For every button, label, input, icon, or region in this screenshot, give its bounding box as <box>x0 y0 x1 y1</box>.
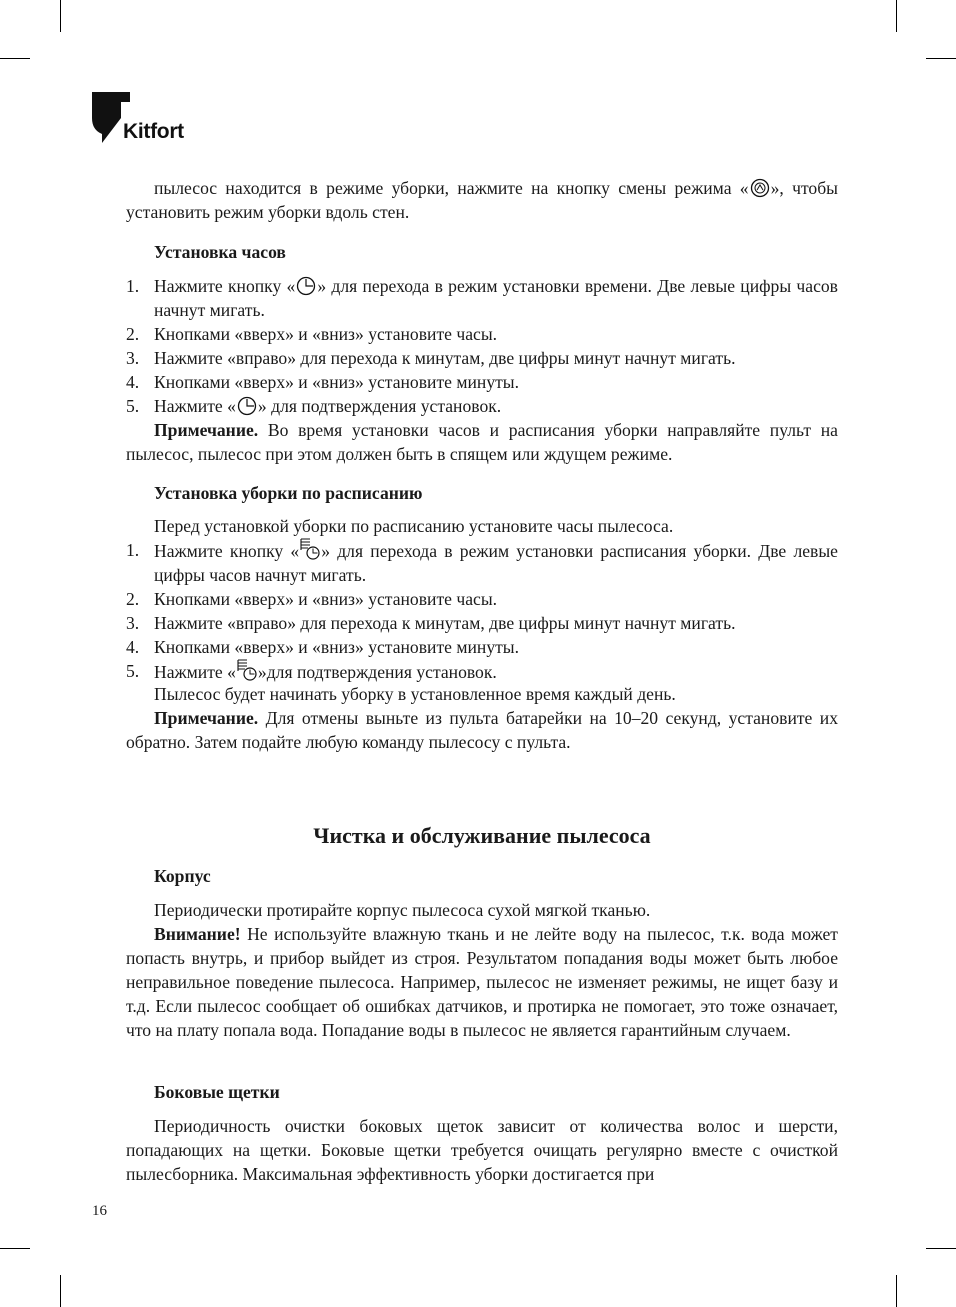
schedule-intro: Перед установкой уборки по расписанию установите часы пылесоса. <box>154 516 674 536</box>
page-number: 16 <box>92 1203 107 1219</box>
crop-mark <box>0 58 30 59</box>
crop-mark <box>926 1248 956 1249</box>
schedule-icon <box>236 659 258 681</box>
note-label: Примечание. <box>154 420 259 440</box>
intro-text: пылесос находится в режиме уборки, нажмите на кнопку смены режима « <box>154 178 749 198</box>
note-label: Примечание. <box>154 708 259 728</box>
list-item: 4. Кнопками «вверх» и «вниз» установите минуты. <box>126 637 520 657</box>
list-item: 1. Нажмите кнопку « » для перехода в режим установки расписания уборки. Две левые цифры часов начнут мигать. <box>126 540 838 585</box>
body-paragraph: Периодически протирайте корпус пылесоса сухой мягкой тканью. <box>154 900 651 920</box>
clock-icon <box>236 396 258 416</box>
crop-mark <box>926 58 956 59</box>
schedule-heading: Установка уборки по расписанию <box>154 483 423 503</box>
list-item: 3. Нажмите «вправо» для перехода к минутам, две цифры минут начнут мигать. <box>126 613 736 633</box>
crop-mark <box>60 1275 61 1307</box>
list-item: 5. Нажмите « » для подтверждения установок. <box>126 396 502 416</box>
intro-paragraph <box>126 176 838 224</box>
schedule-steps <box>126 538 838 684</box>
crop-mark <box>896 0 897 32</box>
brand-logo <box>92 92 202 144</box>
clock-heading: Установка часов <box>154 242 286 262</box>
clock-steps <box>126 274 838 418</box>
list-item: 5. Нажмите « »для подтверждения установок. <box>126 661 497 682</box>
list-item: 3. Нажмите «вправо» для перехода к минутам, две цифры минут начнут мигать. <box>126 348 736 368</box>
list-item: 1. Нажмите кнопку « » для перехода в режим установки времени. Две левые цифры часов начнут мигать. <box>126 276 838 320</box>
body-heading: Корпус <box>154 866 211 886</box>
list-item: 2. Кнопками «вверх» и «вниз» установите часы. <box>126 589 498 609</box>
crop-mark <box>0 1248 30 1249</box>
crop-mark <box>896 1275 897 1307</box>
clock-icon <box>295 276 317 296</box>
list-item: 2. Кнопками «вверх» и «вниз» установите часы. <box>126 324 498 344</box>
schedule-after: Пылесос будет начинать уборку в установленное время каждый день. <box>154 684 676 704</box>
warning-label: Внимание! <box>154 924 241 944</box>
wall-mode-icon <box>749 178 771 198</box>
schedule-icon <box>299 538 321 560</box>
warning-paragraph: Внимание! Не используйте влажную ткань и не лейте воду на пылесос, т.к. вода может попасть внутрь, и прибор выйдет из строя. Результатом попадания воды может быть любое неправильное поведение пылесоса. Например, пылесос не изменяет режимы, не ищет базу и т.д. Если пылесос сообщает об ошибках датчиков, и протирка не помогает, это тоже означает, что на плату попала вода. Попадание воды в пылесос не является гарантийным случаем. <box>126 924 838 1040</box>
brushes-heading: Боковые щетки <box>154 1082 280 1102</box>
schedule-note: Примечание. Для отмены выньте из пульта батарейки на 10–20 секунд, установите их обратно. Затем подайте любую команду пылесосу с пульта. <box>126 708 838 752</box>
section-title: Чистка и обслуживание пылесоса <box>313 823 651 848</box>
list-item: 4. Кнопками «вверх» и «вниз» установите минуты. <box>126 372 520 392</box>
brushes-paragraph: Периодичность очистки боковых щеток зависит от количества волос и шерсти, попадающих на щетки. Боковые щетки требуется очищать регулярно вместе с очисткой пылесборника. Максимальная эффективность уборки достигается при <box>126 1116 838 1184</box>
clock-note: Примечание. Во время установки часов и расписания уборки направляйте пульт на пылесос, пылесос при этом должен быть в спящем или ждущем режиме. <box>126 420 838 464</box>
brand-name: Kitfort <box>123 120 184 143</box>
crop-mark <box>60 0 61 32</box>
intro-text: », чтобы установить режим уборки вдоль стен. <box>126 178 838 222</box>
